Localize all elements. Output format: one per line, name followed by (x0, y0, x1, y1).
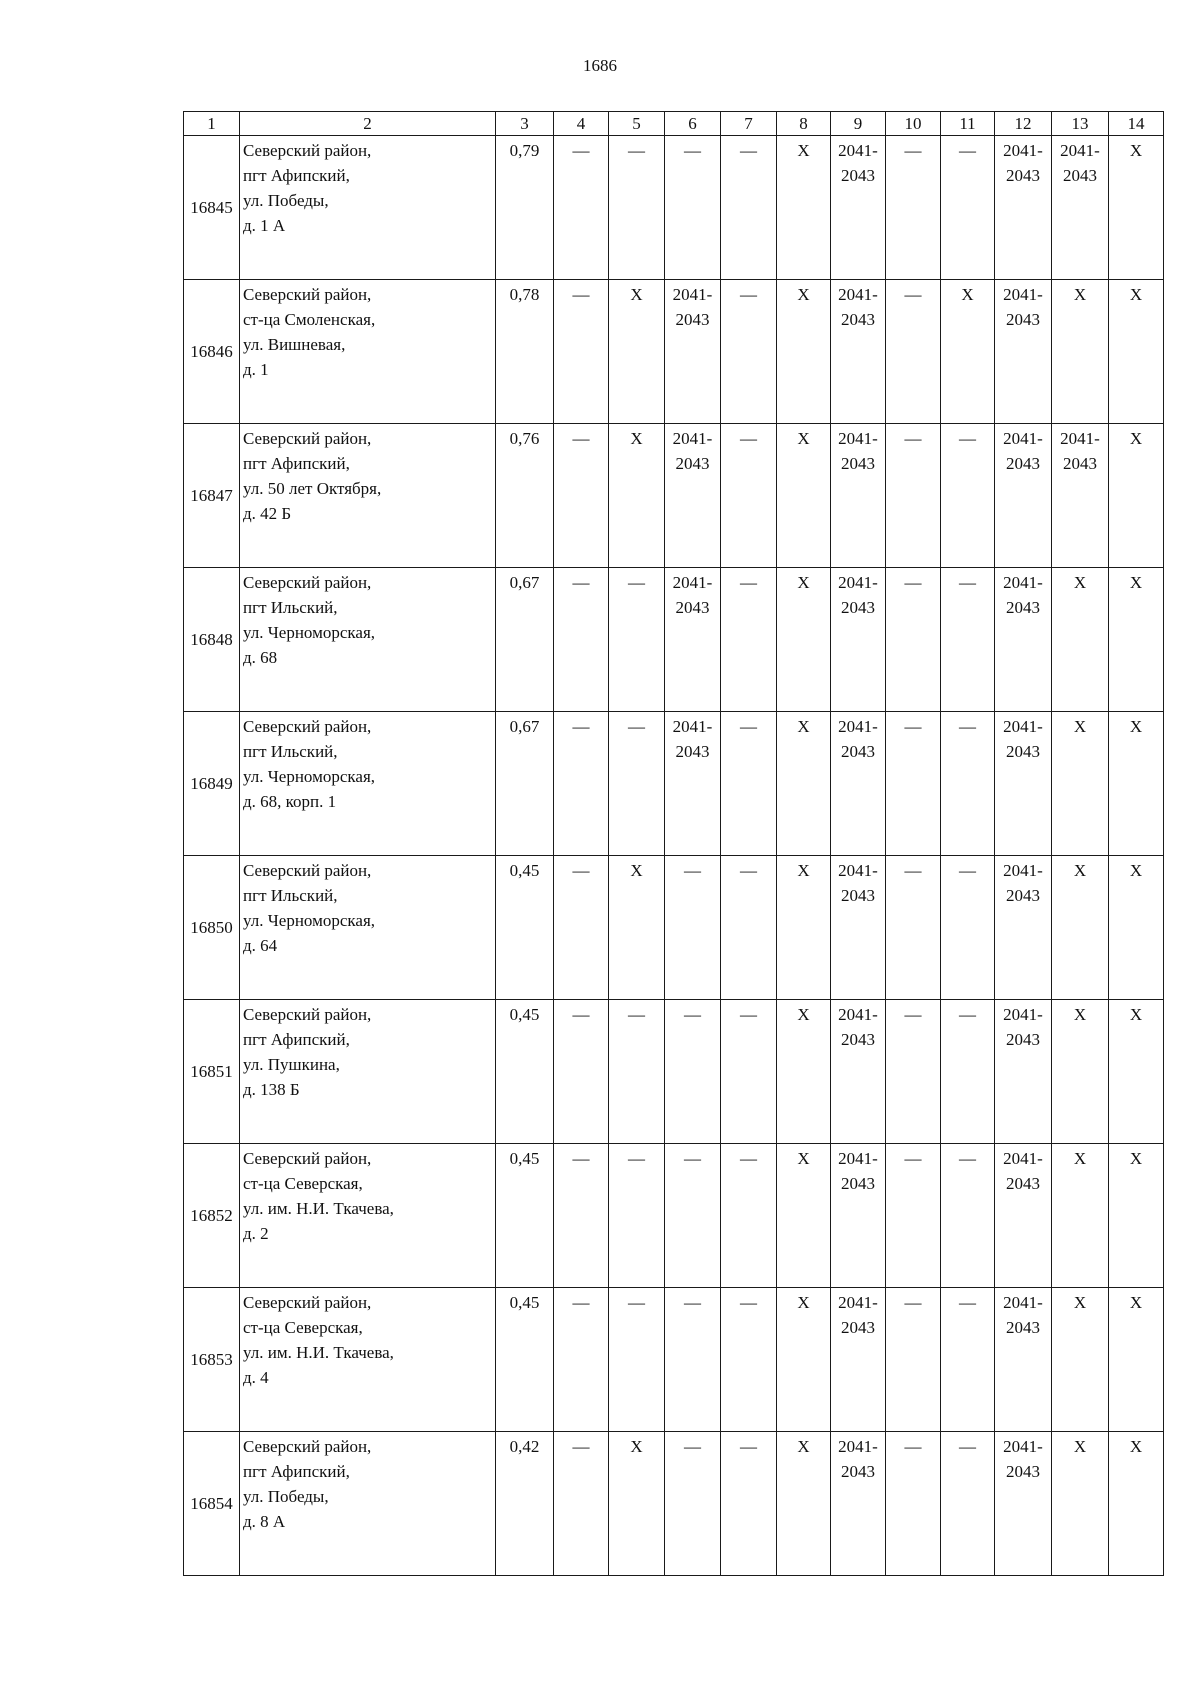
value-cell-col-14: Х (1109, 424, 1164, 568)
value-cell-col-8: Х (777, 1288, 831, 1432)
table-row (184, 1000, 1164, 1144)
value-cell-col-14: Х (1109, 1000, 1164, 1144)
value-cell-col-10: — (886, 424, 941, 568)
value-cell-col-10: — (886, 280, 941, 424)
column-header: 13 (1052, 112, 1109, 136)
value-cell-col-3: 0,79 (496, 136, 554, 280)
value-cell-col-4: — (554, 280, 609, 424)
value-cell-col-7: — (721, 424, 777, 568)
address-cell: Северский район, пгт Афипский, ул. 50 лет Октября, д. 42 Б (240, 424, 496, 568)
row-number: 16847 (184, 424, 240, 568)
value-cell-col-8: Х (777, 568, 831, 712)
value-cell-col-10: — (886, 1432, 941, 1576)
value-cell-col-5: — (609, 1000, 665, 1144)
table-row (184, 1288, 1164, 1432)
row-number: 16848 (184, 568, 240, 712)
value-cell-col-11: — (941, 856, 995, 1000)
value-cell-col-14: Х (1109, 1432, 1164, 1576)
value-cell-col-7: — (721, 136, 777, 280)
table-row (184, 856, 1164, 1000)
value-cell-col-10: — (886, 712, 941, 856)
value-cell-col-9: 2041- 2043 (831, 280, 886, 424)
value-cell-col-12: 2041- 2043 (995, 136, 1052, 280)
address-cell: Северский район, пгт Ильский, ул. Черноморская, д. 68, корп. 1 (240, 712, 496, 856)
value-cell-col-13: Х (1052, 1144, 1109, 1288)
column-header: 6 (665, 112, 721, 136)
value-cell-col-6: 2041- 2043 (665, 712, 721, 856)
value-cell-col-9: 2041- 2043 (831, 568, 886, 712)
value-cell-col-10: — (886, 856, 941, 1000)
value-cell-col-7: — (721, 856, 777, 1000)
value-cell-col-9: 2041- 2043 (831, 1144, 886, 1288)
value-cell-col-3: 0,45 (496, 1000, 554, 1144)
value-cell-col-9: 2041- 2043 (831, 712, 886, 856)
row-number: 16853 (184, 1288, 240, 1432)
value-cell-col-10: — (886, 136, 941, 280)
value-cell-col-4: — (554, 1288, 609, 1432)
value-cell-col-12: 2041- 2043 (995, 856, 1052, 1000)
address-cell: Северский район, ст-ца Смоленская, ул. Вишневая, д. 1 (240, 280, 496, 424)
column-header: 5 (609, 112, 665, 136)
value-cell-col-4: — (554, 568, 609, 712)
table-row (184, 1144, 1164, 1288)
value-cell-col-6: — (665, 1288, 721, 1432)
value-cell-col-8: Х (777, 280, 831, 424)
value-cell-col-8: Х (777, 856, 831, 1000)
value-cell-col-12: 2041- 2043 (995, 1000, 1052, 1144)
row-number: 16846 (184, 280, 240, 424)
value-cell-col-5: — (609, 712, 665, 856)
value-cell-col-7: — (721, 568, 777, 712)
value-cell-col-13: Х (1052, 1432, 1109, 1576)
value-cell-col-14: Х (1109, 280, 1164, 424)
value-cell-col-4: — (554, 1000, 609, 1144)
value-cell-col-5: Х (609, 856, 665, 1000)
value-cell-col-13: Х (1052, 280, 1109, 424)
data-table (183, 111, 1164, 1576)
header-row (184, 112, 1164, 136)
row-number: 16851 (184, 1000, 240, 1144)
value-cell-col-3: 0,45 (496, 1144, 554, 1288)
value-cell-col-6: 2041- 2043 (665, 568, 721, 712)
value-cell-col-11: — (941, 136, 995, 280)
value-cell-col-7: — (721, 1000, 777, 1144)
value-cell-col-13: Х (1052, 568, 1109, 712)
value-cell-col-10: — (886, 1288, 941, 1432)
value-cell-col-14: Х (1109, 1288, 1164, 1432)
value-cell-col-4: — (554, 136, 609, 280)
value-cell-col-4: — (554, 1144, 609, 1288)
value-cell-col-13: 2041- 2043 (1052, 424, 1109, 568)
value-cell-col-9: 2041- 2043 (831, 1000, 886, 1144)
value-cell-col-7: — (721, 1144, 777, 1288)
address-cell: Северский район, пгт Ильский, ул. Черноморская, д. 64 (240, 856, 496, 1000)
value-cell-col-12: 2041- 2043 (995, 280, 1052, 424)
value-cell-col-11: — (941, 568, 995, 712)
value-cell-col-5: Х (609, 424, 665, 568)
table-row (184, 280, 1164, 424)
value-cell-col-10: — (886, 1000, 941, 1144)
value-cell-col-14: Х (1109, 136, 1164, 280)
value-cell-col-10: — (886, 1144, 941, 1288)
value-cell-col-6: — (665, 1432, 721, 1576)
table-row (184, 568, 1164, 712)
value-cell-col-3: 0,42 (496, 1432, 554, 1576)
value-cell-col-6: 2041- 2043 (665, 280, 721, 424)
value-cell-col-6: — (665, 856, 721, 1000)
value-cell-col-11: Х (941, 280, 995, 424)
value-cell-col-11: — (941, 712, 995, 856)
value-cell-col-8: Х (777, 1144, 831, 1288)
value-cell-col-4: — (554, 424, 609, 568)
address-cell: Северский район, пгт Ильский, ул. Черноморская, д. 68 (240, 568, 496, 712)
column-header: 8 (777, 112, 831, 136)
value-cell-col-4: — (554, 712, 609, 856)
column-header: 11 (941, 112, 995, 136)
row-number: 16854 (184, 1432, 240, 1576)
value-cell-col-7: — (721, 1432, 777, 1576)
row-number: 16852 (184, 1144, 240, 1288)
value-cell-col-8: Х (777, 1000, 831, 1144)
value-cell-col-3: 0,76 (496, 424, 554, 568)
column-header: 2 (240, 112, 496, 136)
value-cell-col-5: — (609, 1144, 665, 1288)
value-cell-col-12: 2041- 2043 (995, 568, 1052, 712)
value-cell-col-9: 2041- 2043 (831, 136, 886, 280)
column-header: 7 (721, 112, 777, 136)
value-cell-col-11: — (941, 424, 995, 568)
table-row (184, 136, 1164, 280)
value-cell-col-4: — (554, 856, 609, 1000)
value-cell-col-6: 2041- 2043 (665, 424, 721, 568)
table-row (184, 424, 1164, 568)
value-cell-col-12: 2041- 2043 (995, 1144, 1052, 1288)
column-header: 9 (831, 112, 886, 136)
value-cell-col-6: — (665, 136, 721, 280)
value-cell-col-9: 2041- 2043 (831, 1288, 886, 1432)
value-cell-col-8: Х (777, 712, 831, 856)
value-cell-col-3: 0,67 (496, 712, 554, 856)
value-cell-col-3: 0,45 (496, 1288, 554, 1432)
table-row (184, 1432, 1164, 1576)
address-cell: Северский район, ст-ца Северская, ул. им. Н.И. Ткачева, д. 2 (240, 1144, 496, 1288)
row-number: 16845 (184, 136, 240, 280)
column-header: 4 (554, 112, 609, 136)
value-cell-col-3: 0,78 (496, 280, 554, 424)
value-cell-col-9: 2041- 2043 (831, 424, 886, 568)
value-cell-col-6: — (665, 1000, 721, 1144)
value-cell-col-11: — (941, 1288, 995, 1432)
column-header: 1 (184, 112, 240, 136)
value-cell-col-8: Х (777, 424, 831, 568)
value-cell-col-13: Х (1052, 1288, 1109, 1432)
address-cell: Северский район, пгт Афипский, ул. Победы, д. 1 А (240, 136, 496, 280)
value-cell-col-5: — (609, 136, 665, 280)
value-cell-col-12: 2041- 2043 (995, 424, 1052, 568)
value-cell-col-13: Х (1052, 856, 1109, 1000)
column-header: 3 (496, 112, 554, 136)
value-cell-col-9: 2041- 2043 (831, 856, 886, 1000)
value-cell-col-5: Х (609, 280, 665, 424)
value-cell-col-11: — (941, 1000, 995, 1144)
value-cell-col-11: — (941, 1432, 995, 1576)
column-header: 14 (1109, 112, 1164, 136)
value-cell-col-10: — (886, 568, 941, 712)
value-cell-col-7: — (721, 280, 777, 424)
value-cell-col-3: 0,67 (496, 568, 554, 712)
page-number: 1686 (583, 56, 617, 75)
address-cell: Северский район, ст-ца Северская, ул. им. Н.И. Ткачева, д. 4 (240, 1288, 496, 1432)
value-cell-col-13: Х (1052, 712, 1109, 856)
value-cell-col-13: Х (1052, 1000, 1109, 1144)
value-cell-col-14: Х (1109, 712, 1164, 856)
address-cell: Северский район, пгт Афипский, ул. Пушкина, д. 138 Б (240, 1000, 496, 1144)
value-cell-col-4: — (554, 1432, 609, 1576)
value-cell-col-14: Х (1109, 1144, 1164, 1288)
value-cell-col-13: 2041- 2043 (1052, 136, 1109, 280)
value-cell-col-7: — (721, 1288, 777, 1432)
value-cell-col-5: — (609, 568, 665, 712)
value-cell-col-3: 0,45 (496, 856, 554, 1000)
value-cell-col-14: Х (1109, 568, 1164, 712)
column-header: 12 (995, 112, 1052, 136)
row-number: 16850 (184, 856, 240, 1000)
address-cell: Северский район, пгт Афипский, ул. Победы, д. 8 А (240, 1432, 496, 1576)
table-row (184, 712, 1164, 856)
value-cell-col-8: Х (777, 136, 831, 280)
value-cell-col-12: 2041- 2043 (995, 1432, 1052, 1576)
value-cell-col-12: 2041- 2043 (995, 712, 1052, 856)
row-number: 16849 (184, 712, 240, 856)
value-cell-col-8: Х (777, 1432, 831, 1576)
column-header: 10 (886, 112, 941, 136)
value-cell-col-5: Х (609, 1432, 665, 1576)
value-cell-col-14: Х (1109, 856, 1164, 1000)
value-cell-col-12: 2041- 2043 (995, 1288, 1052, 1432)
value-cell-col-11: — (941, 1144, 995, 1288)
value-cell-col-6: — (665, 1144, 721, 1288)
value-cell-col-7: — (721, 712, 777, 856)
value-cell-col-9: 2041- 2043 (831, 1432, 886, 1576)
value-cell-col-5: — (609, 1288, 665, 1432)
